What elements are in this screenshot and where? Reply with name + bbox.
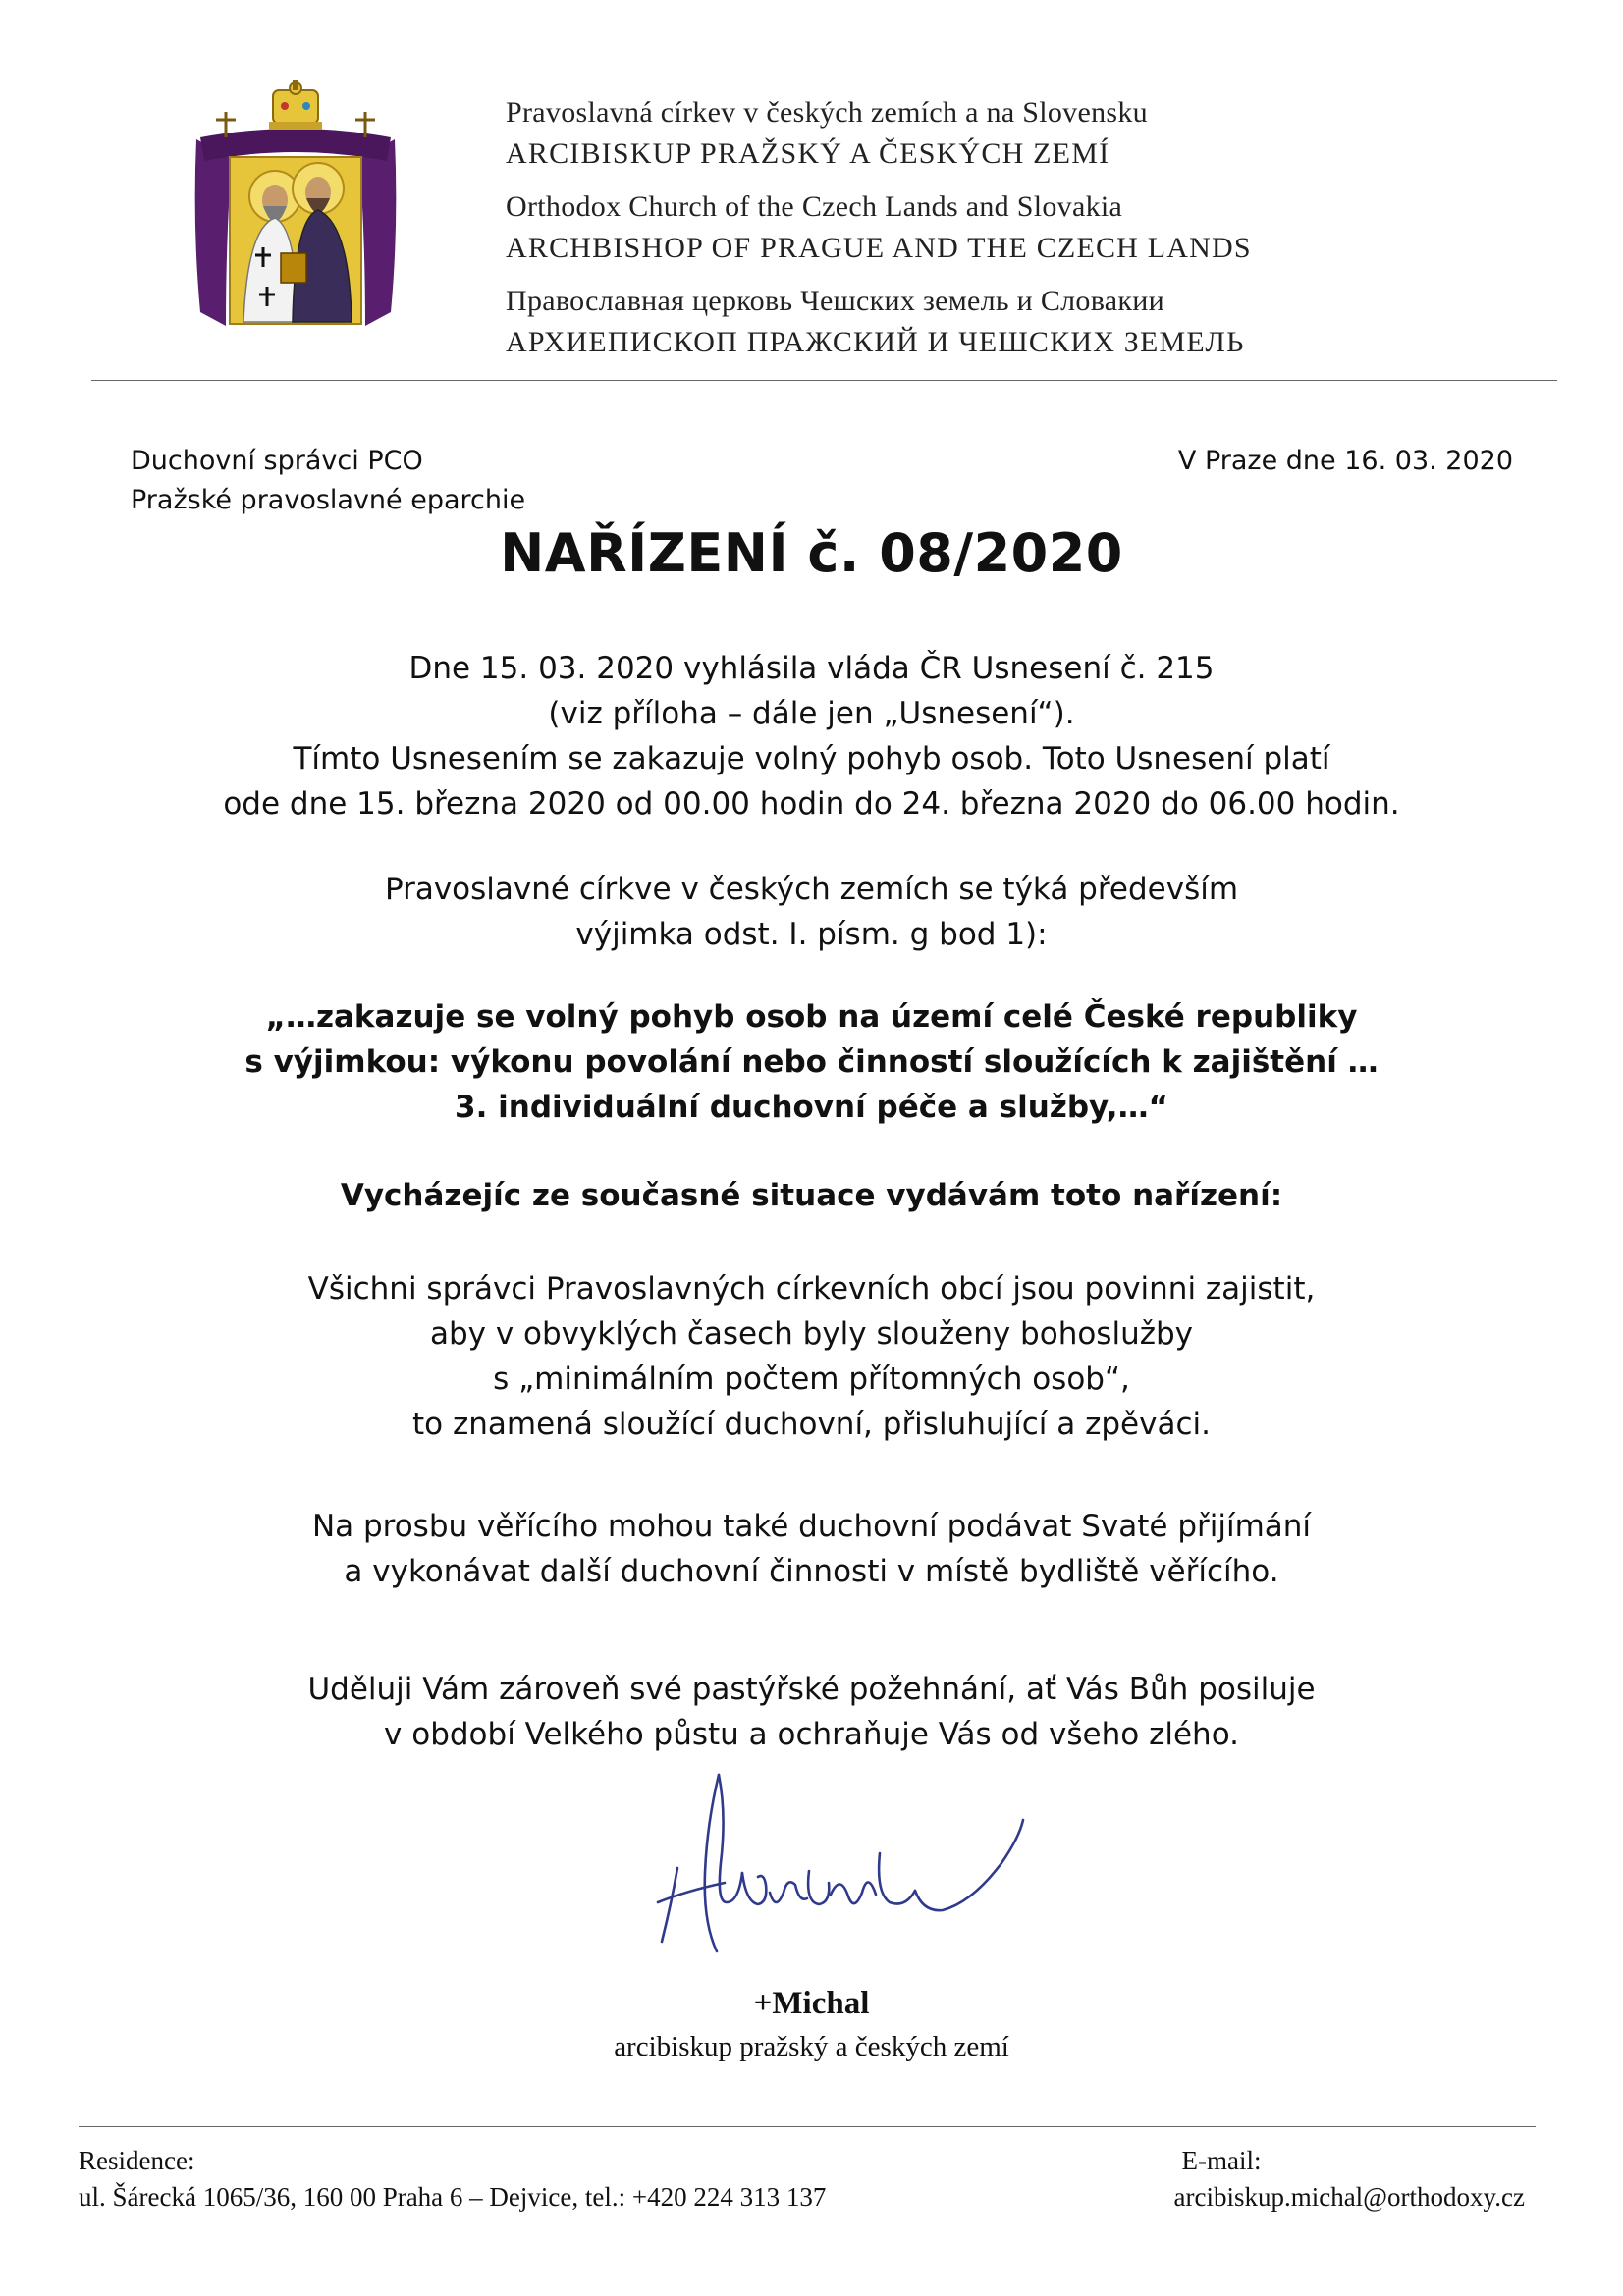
paragraph-quote: [0, 994, 1623, 1130]
paragraph-line: s výjimkou: výkonu povolání nebo činností sloužících k zajištění …: [244, 1044, 1379, 1080]
paragraph-blessing: [0, 1667, 1623, 1757]
header-divider: [91, 380, 1557, 381]
paragraph-communion: [0, 1504, 1623, 1594]
paragraph-line: ode dne 15. března 2020 od 00.00 hodin do 24. března 2020 do 06.00 hodin.: [223, 786, 1400, 822]
residence-label: Residence:: [79, 2146, 195, 2175]
letterhead-cs-name: Pravoslavná církev v českých zemích a na Slovensku: [506, 96, 1148, 129]
email-label: E-mail:: [1181, 2146, 1262, 2175]
residence-address: ul. Šárecká 1065/36, 160 00 Praha 6 – Dejvice, tel.: +420 224 313 137: [79, 2182, 827, 2212]
paragraph-line: v období Velkého půstu a ochraňuje Vás od všeho zlého.: [384, 1717, 1239, 1752]
paragraph-line: (viz příloha – dále jen „Usnesení“).: [548, 696, 1075, 731]
paragraph-line: a vykonávat další duchovní činnosti v místě bydliště věřícího.: [344, 1554, 1279, 1589]
paragraph-line: Pravoslavné církve v českých zemích se týká především: [384, 872, 1239, 907]
paragraph-line: aby v obvyklých časech byly slouženy bohoslužby: [429, 1316, 1194, 1352]
handwritten-signature: [648, 1755, 1031, 1966]
footer-divider: [79, 2126, 1536, 2127]
paragraph-exception: [0, 867, 1623, 957]
paragraph-line: Tímto Usnesením se zakazuje volný pohyb osob. Toto Usnesení platí: [293, 741, 1330, 776]
paragraph-line: Vycházejíc ze současné situace vydávám toto nařízení:: [340, 1178, 1283, 1213]
paragraph-line: 3. individuální duchovní péče a služby,…“: [455, 1090, 1168, 1125]
letterhead-ru-title: АРХИЕПИСКОП ПРАЖСКИЙ И ЧЕШСКИХ ЗЕМЕЛЬ: [506, 326, 1245, 358]
paragraph-line: Uděluji Vám zároveň své pastýřské požehnání, ať Vás Bůh posiluje: [307, 1672, 1316, 1707]
footer-contact: [1173, 2143, 1525, 2216]
signer-title: arcibiskup pražský a českých zemí: [614, 2031, 1009, 2062]
church-emblem: [187, 80, 405, 338]
letterhead-ru-name: Православная церковь Чешских земель и Словакии: [506, 285, 1164, 317]
paragraph-line: Dne 15. 03. 2020 vyhlásila vláda ČR Usnesení č. 215: [408, 651, 1215, 686]
paragraph-line: s „minimálním počtem přítomných osob“,: [493, 1362, 1130, 1397]
letterhead: [506, 98, 1488, 369]
addressee: [131, 442, 525, 520]
signer-name: +Michal: [753, 1986, 870, 2021]
email-link[interactable]: arcibiskup.michal@orthodoxy.cz: [1173, 2182, 1525, 2212]
letterhead-en-name: Orthodox Church of the Czech Lands and Slovakia: [506, 190, 1123, 223]
paragraph-line: to znamená sloužící duchovní, přisluhující a zpěváci.: [412, 1407, 1211, 1442]
document-date: V Praze dne 16. 03. 2020: [1177, 446, 1513, 476]
paragraph-resolution: [0, 646, 1623, 827]
document-title: NAŘÍZENÍ č. 08/2020: [500, 522, 1123, 584]
addressee-line: Pražské pravoslavné eparchie: [131, 485, 526, 515]
crown-icon: [269, 80, 322, 130]
paragraph-line: „…zakazuje se volný pohyb osob na území celé České republiky: [265, 999, 1358, 1035]
paragraph-line: Všichni správci Pravoslavných církevních obcí jsou povinni zajistit,: [307, 1271, 1316, 1307]
paragraph-order-intro: [0, 1173, 1623, 1218]
footer-residence: [79, 2143, 826, 2216]
paragraph-line: Na prosbu věřícího mohou také duchovní podávat Svaté přijímání: [311, 1509, 1312, 1544]
letterhead-en-title: ARCHBISHOP OF PRAGUE AND THE CZECH LANDS: [506, 232, 1252, 264]
paragraph-line: výjimka odst. I. písm. g bod 1):: [575, 917, 1048, 952]
paragraph-instructions: [0, 1266, 1623, 1447]
addressee-line: Duchovní správci PCO: [131, 446, 423, 476]
letterhead-cs-title: ARCIBISKUP PRAŽSKÝ A ČESKÝCH ZEMÍ: [506, 137, 1110, 170]
